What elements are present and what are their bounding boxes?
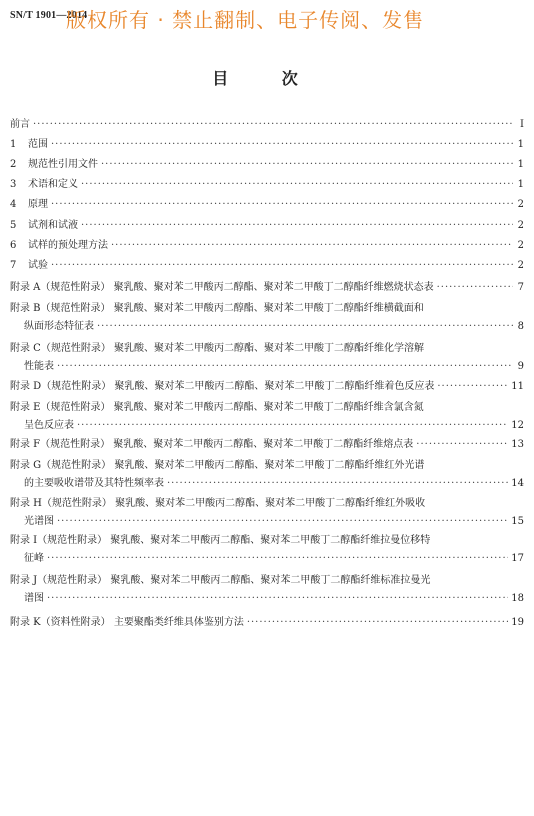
toc-page-number: 2 [517,199,524,210]
toc-leader-dots [51,259,513,273]
toc-entry-annex-f[interactable] [10,438,524,452]
toc-entry-label-continued: 纵面形态特征表 [24,321,94,332]
toc-page-number: 7 [517,282,524,293]
toc-entry-label-continued: 呈色反应表 [24,420,74,431]
toc-page-number: 1 [517,159,524,170]
toc-leader-dots [437,281,513,295]
toc-page-number: 12 [511,420,524,431]
toc-entry-number: 7 [10,260,17,271]
toc-entry-terms[interactable] [10,178,524,192]
toc-page-number: 17 [511,553,524,564]
toc-entry-label: 附录 I（规范性附录） 聚乳酸、聚对苯二甲酸丙二醇酯、聚对苯二甲酸丁二醇酯纤维拉曼位移特 [10,535,431,546]
toc-entry-label-continued: 谱图 [24,593,44,604]
standard-number: SN/T 1901—2014 [10,10,88,21]
toc-entry-annex-k[interactable] [10,616,524,630]
toc-page-number: 18 [511,593,524,604]
toc-entry-label: 试验 [28,260,48,271]
toc-page-number: 19 [511,617,524,628]
toc-leader-dots [167,477,508,491]
toc-entry-label-continued: 性能表 [24,361,54,372]
toc-entry-label: 范围 [28,139,48,150]
toc-entry-label-continued: 的主要吸收谱带及其特性频率表 [24,478,164,489]
toc-entry-label: 规范性引用文件 [28,159,98,170]
toc-entry-label: 试样的预处理方法 [28,240,108,251]
toc-entry-annex-a[interactable] [10,281,524,295]
toc-entry-scope[interactable] [10,138,524,152]
toc-entry-label: 附录 K（资料性附录） 主要聚酯类纤维具体鉴别方法 [10,617,244,628]
toc-entry-label: 附录 E（规范性附录） 聚乳酸、聚对苯二甲酸丙二醇酯、聚对苯二甲酸丁二醇酯纤维含氯含氮 [10,402,424,413]
toc-entry-principle[interactable] [10,198,524,212]
toc-page-number: 13 [511,439,524,450]
toc-leader-dots [247,616,508,630]
toc-entry-annex-d[interactable] [10,380,524,394]
toc-entry-label: 附录 A（规范性附录） 聚乳酸、聚对苯二甲酸丙二醇酯、聚对苯二甲酸丁二醇酯纤维燃烧状态表 [10,282,434,293]
toc-leader-dots [97,320,513,334]
toc-leader-dots [77,419,508,433]
toc-page-number: 2 [517,240,524,251]
toc-entry-annex-i[interactable] [10,534,524,566]
toc-entry-normative-references[interactable] [10,158,524,172]
toc-page-number: 9 [517,361,524,372]
toc-leader-dots [51,138,513,152]
toc-entry-label: 附录 G（规范性附录） 聚乳酸、聚对苯二甲酸丙二醇酯、聚对苯二甲酸丁二醇酯纤维红外光谱 [10,460,425,471]
toc-entry-number: 2 [10,159,17,170]
toc-entry-foreword[interactable] [10,118,524,132]
toc-entry-test[interactable] [10,259,524,273]
toc-page-number: 2 [517,220,524,231]
toc-entry-number: 5 [10,220,17,231]
toc-page-number: 8 [517,321,524,332]
toc-leader-dots [101,158,513,172]
toc-leader-dots [47,592,508,606]
copyright-watermark: 版权所有 · 禁止翻制、电子传阅、发售 [66,8,425,32]
toc-leader-dots [57,515,508,529]
toc-page-number: 14 [511,478,524,489]
toc-entry-annex-e[interactable] [10,401,524,433]
toc-leader-dots [81,219,513,233]
toc-entry-sample-pretreatment[interactable] [10,239,524,253]
toc-leader-dots [57,360,513,374]
toc-page-number: 15 [511,516,524,527]
toc-entry-number: 3 [10,179,17,190]
toc-entry-number: 6 [10,240,17,251]
toc-entry-number: 1 [10,139,17,150]
toc-entry-label-continued: 光谱图 [24,516,54,527]
toc-entry-label: 原理 [28,199,48,210]
toc-page-number: Ⅰ [520,119,524,130]
toc-page-number: 1 [517,139,524,150]
toc-leader-dots [51,198,513,212]
toc-page-number: 1 [517,179,524,190]
toc-entry-label: 附录 J（规范性附录） 聚乳酸、聚对苯二甲酸丙二醇酯、聚对苯二甲酸丁二醇酯纤维标准拉曼光 [10,575,431,586]
toc-page-number: 2 [517,260,524,271]
toc-entry-label: 试剂和试液 [28,220,78,231]
toc-entry-label: 附录 C（规范性附录） 聚乳酸、聚对苯二甲酸丙二醇酯、聚对苯二甲酸丁二醇酯纤维化学溶解 [10,343,425,354]
toc-entry-reagents[interactable] [10,219,524,233]
toc-entry-label: 术语和定义 [28,179,78,190]
toc-leader-dots [437,380,508,394]
toc-entry-annex-g[interactable] [10,459,524,491]
toc-leader-dots [33,118,513,132]
toc-leader-dots [111,239,513,253]
toc-entry-annex-c[interactable] [10,342,524,374]
toc-entry-annex-j[interactable] [10,574,524,606]
toc-leader-dots [416,438,508,452]
page-title: 目 次 [212,69,322,88]
toc-leader-dots [47,552,508,566]
toc-entry-label-continued: 征峰 [24,553,44,564]
toc-entry-label: 附录 B（规范性附录） 聚乳酸、聚对苯二甲酸丙二醇酯、聚对苯二甲酸丁二醇酯纤维横截面和 [10,303,424,314]
toc-entry-label: 附录 D（规范性附录） 聚乳酸、聚对苯二甲酸丙二醇酯、聚对苯二甲酸丁二醇酯纤维着色反应表 [10,381,435,392]
toc-entry-annex-h[interactable] [10,497,524,529]
toc-entry-label: 前言 [10,119,30,130]
toc-entry-label: 附录 F（规范性附录） 聚乳酸、聚对苯二甲酸丙二醇酯、聚对苯二甲酸丁二醇酯纤维熔点表 [10,439,414,450]
toc-entry-number: 4 [10,199,17,210]
toc-leader-dots [81,178,513,192]
toc-entry-label: 附录 H（规范性附录） 聚乳酸、聚对苯二甲酸丙二醇酯、聚对苯二甲酸丁二醇酯纤维红外吸收 [10,498,426,509]
toc-page-number: 11 [511,381,524,392]
toc-entry-annex-b[interactable] [10,302,524,334]
